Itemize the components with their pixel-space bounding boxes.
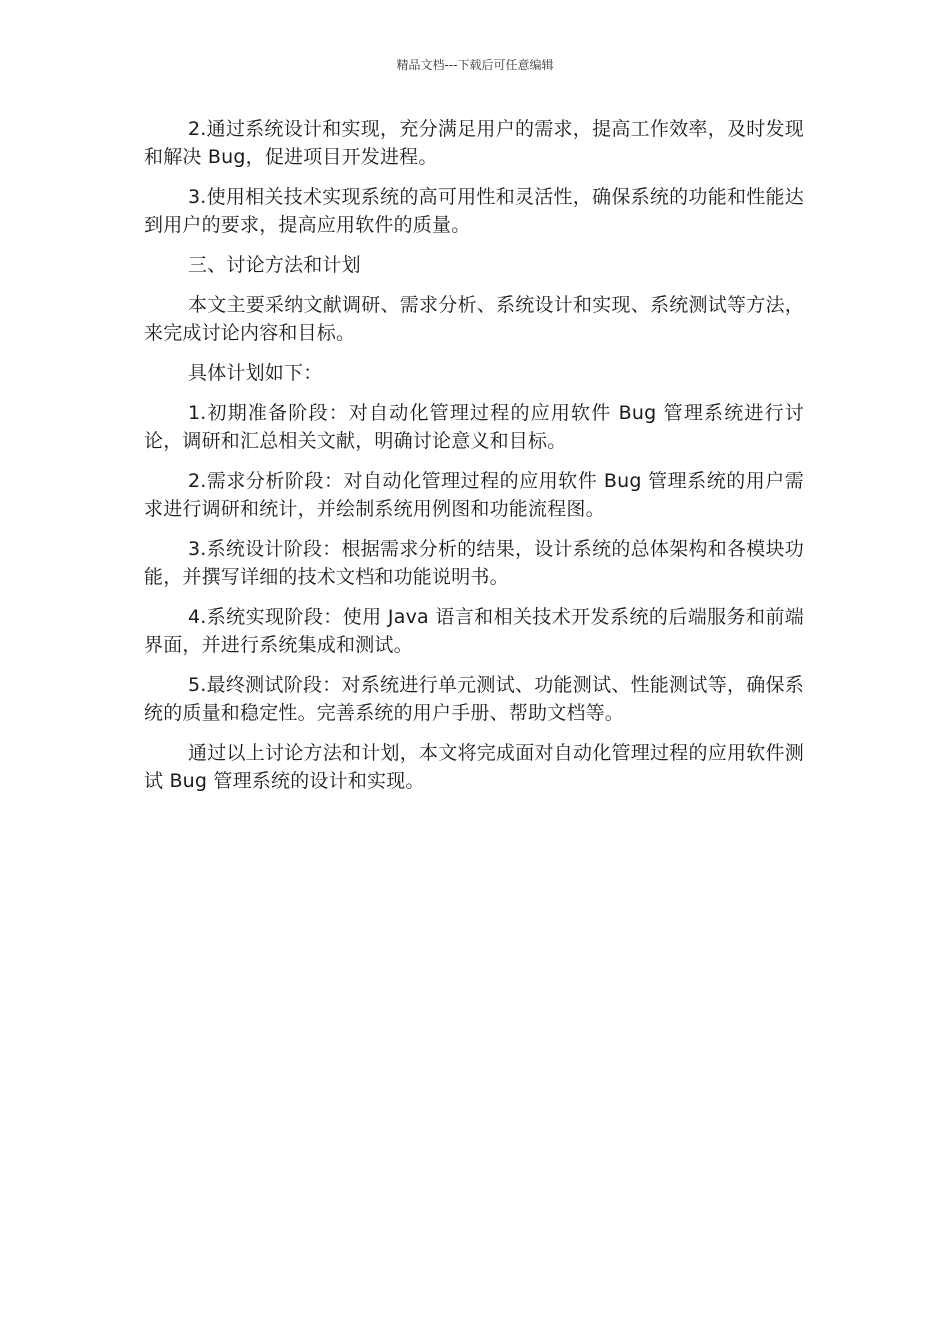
- section-heading-methods-plan: 三、讨论方法和计划: [188, 254, 361, 276]
- document-body: [144, 115, 804, 807]
- paragraph-objective-2: 2.通过系统设计和实现，充分满足用户的需求，提高工作效率，及时发现和解决 Bug，促进项目开发进程。: [144, 118, 804, 168]
- paragraph-plan-stage-5: 5.最终测试阶段：对系统进行单元测试、功能测试、性能测试等，确保系统的质量和稳定性。完善系统的用户手册、帮助文档等。: [144, 674, 804, 724]
- paragraph-plan-stage-4: 4.系统实现阶段：使用 Java 语言和相关技术开发系统的后端服务和前端界面，并进行系统集成和测试。: [144, 606, 804, 656]
- paragraph-plan-stage-3: 3.系统设计阶段：根据需求分析的结果，设计系统的总体架构和各模块功能，并撰写详细的技术文档和功能说明书。: [144, 538, 804, 588]
- paragraph-objective-3: 3.使用相关技术实现系统的高可用性和灵活性，确保系统的功能和性能达到用户的要求，提高应用软件的质量。: [144, 186, 804, 236]
- page-header: 精品文档---下载后可任意编辑: [396, 58, 554, 72]
- paragraph-plan-stage-1: 1.初期准备阶段：对自动化管理过程的应用软件 Bug 管理系统进行讨论，调研和汇总相关文献，明确讨论意义和目标。: [144, 402, 804, 452]
- paragraph-methods: 本文主要采纳文献调研、需求分析、系统设计和实现、系统测试等方法，来完成讨论内容和目标。: [144, 294, 804, 344]
- paragraph-plan-intro: 具体计划如下：: [188, 362, 323, 384]
- paragraph-conclusion: 通过以上讨论方法和计划，本文将完成面对自动化管理过程的应用软件测试 Bug 管理系统的设计和实现。: [144, 742, 804, 792]
- paragraph-plan-stage-2: 2.需求分析阶段：对自动化管理过程的应用软件 Bug 管理系统的用户需求进行调研和统计，并绘制系统用例图和功能流程图。: [144, 470, 804, 520]
